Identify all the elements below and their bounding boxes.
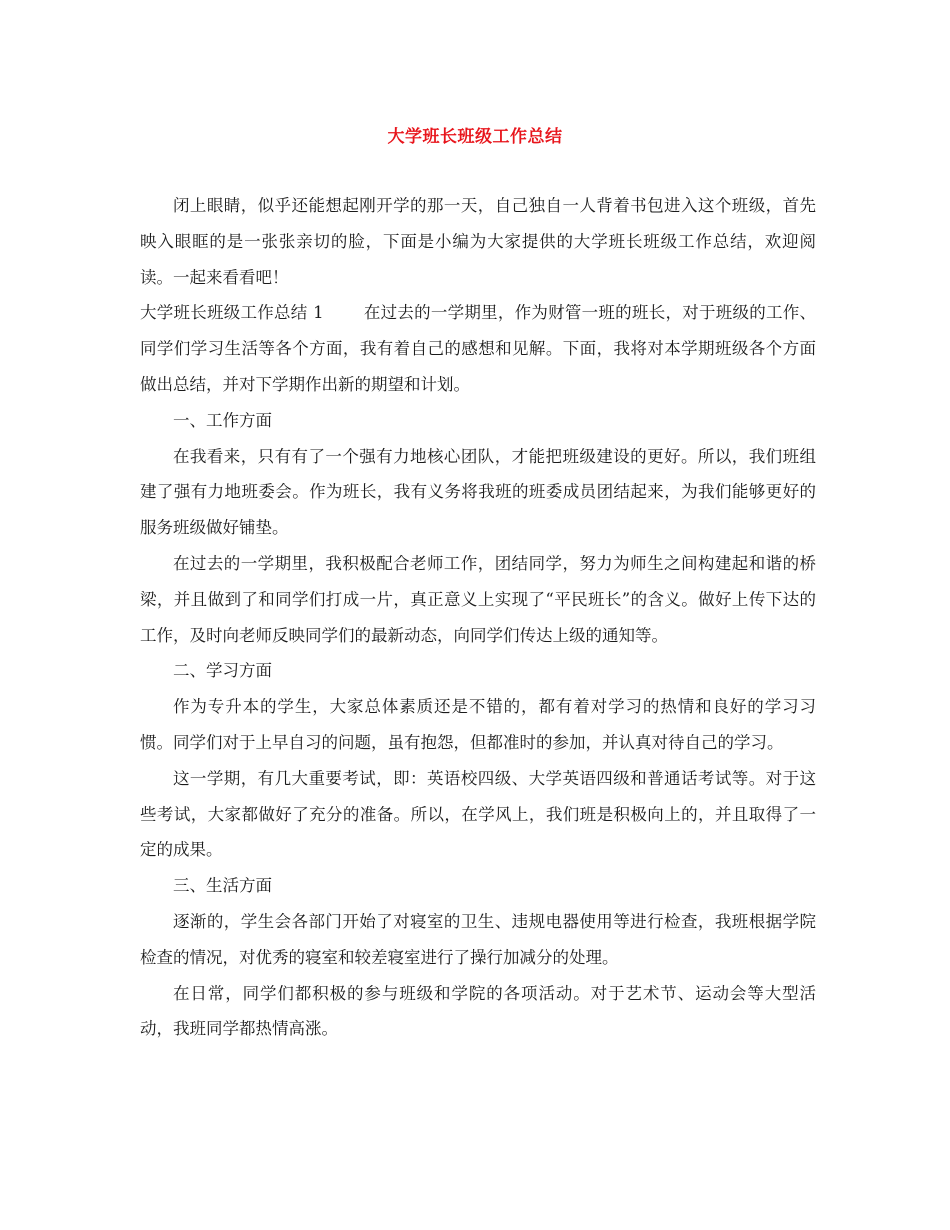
- heading-study: 二、学习方面: [173, 661, 272, 681]
- paragraph-intro: 闭上眼睛，似乎还能想起刚开学的那一天，自己独自一人背着书包进入这个班级，首先映入眼眶的是一张张亲切的脸，下面是小编为大家提供的大学班长班级工作总结，欢迎阅读。一起来看看吧！: [140, 196, 816, 287]
- heading-life: 三、生活方面: [173, 876, 272, 896]
- heading-work: 一、工作方面: [173, 410, 272, 430]
- paragraph-life-2: 在日常，同学们都积极的参与班级和学院的各项活动。对于艺术节、运动会等大型活动，我班同学都热情高涨。: [140, 983, 816, 1039]
- document-body: [140, 188, 816, 1047]
- paragraph-life-1: 逐渐的，学生会各部门开始了对寝室的卫生、违规电器使用等进行检查，我班根据学院检查的情况，对优秀的寝室和较差寝室进行了操行加减分的处理。: [140, 911, 816, 967]
- paragraph-summary-1: [140, 295, 816, 402]
- document-title: 大学班长班级工作总结: [387, 127, 563, 147]
- paragraph-study-2: 这一学期，有几大重要考试，即：英语校四级、大学英语四级和普通话考试等。对于这些考试，大家都做好了充分的准备。所以，在学风上，我们班是积极向上的，并且取得了一定的成果。: [140, 768, 816, 860]
- paragraph-study-1: 作为专升本的学生，大家总体素质还是不错的，都有着对学习的热情和良好的学习习惯。同学们对于上早自习的问题，虽有抱怨，但都准时的参加，并认真对待自己的学习。: [140, 697, 816, 752]
- paragraph-work-2: 在过去的一学期里，我积极配合老师工作，团结同学，努力为师生之间构建起和谐的桥梁，并且做到了和同学们打成一片，真正意义上实现了“平民班长”的含义。做好上传下达的工作，及时向老师反映同学们的最新动态，向同学们传达上级的通知等。: [140, 553, 816, 645]
- paragraph-summary-1-text: 在过去的一学期里，作为财管一班的班长，对于班级的工作、同学们学习生活等各个方面，我有着自己的感想和见解。下面，我将对本学期班级各个方面做出总结，并对下学期作出新的期望和计划。: [140, 303, 817, 394]
- section-label: 大学班长班级工作总结 1: [140, 303, 324, 323]
- paragraph-work-1: 在我看来，只有有了一个强有力地核心团队，才能把班级建设的更好。所以，我们班组建了强有力地班委会。作为班长，我有义务将我班的班委成员团结起来，为我们能够更好的服务班级做好铺垫。: [140, 446, 816, 538]
